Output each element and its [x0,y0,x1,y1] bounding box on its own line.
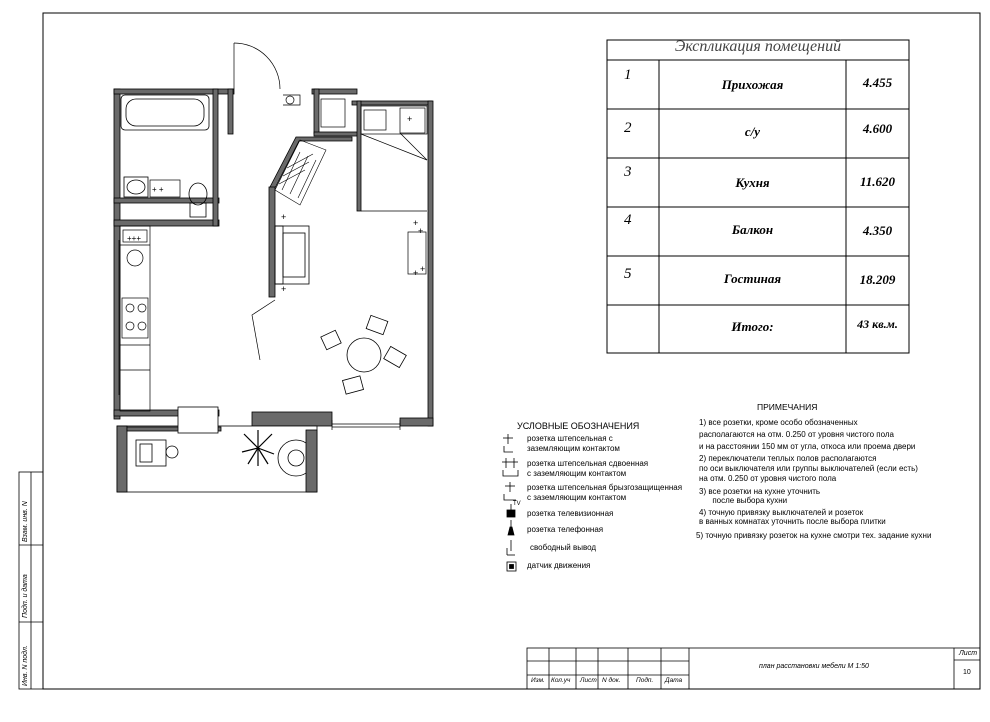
svg-text:+: + [281,212,287,222]
room-area: 11.620 [859,174,896,189]
kitchen-corner [361,106,427,211]
legend-title: УСЛОВНЫЕ ОБОЗНАЧЕНИЯ [517,421,640,431]
room-name: с/у [744,124,761,139]
outer-walls [114,89,433,426]
room-area: 18.209 [859,272,896,287]
dining-table [321,315,407,394]
floor-plan [114,43,433,492]
note-line: располагаются на отм. 0.250 от уровня чистого пола [699,430,894,439]
note-line: после выбора кухни [699,496,788,505]
total-label: Итого: [731,319,774,334]
stamp-header-list: Лист [580,677,597,684]
socket-grounded-icon [503,434,513,452]
stamp-header-data: Дата [665,677,683,684]
socket-splashproof-icon [504,482,516,500]
sheet-number: 10 [963,669,971,676]
room-name: Гостиная [723,271,782,286]
note-line: 1) все розетки, кроме особо обозначенных [699,418,858,427]
kitchen-counter [120,226,150,411]
sheet-label: Лист [959,650,978,657]
row-number: 3 [624,164,632,180]
motion-sensor-icon [507,562,516,571]
stamp-header-ndok: N док. [602,677,621,684]
row-number: 5 [624,266,632,282]
svg-text:+: + [413,268,419,278]
svg-text:+ +: + + [152,185,164,194]
note-line: и на расстоянии 150 мм от угла, откоса или проема двери [699,442,916,451]
note-line: 4) точную привязку выключателей и розеток [699,508,864,517]
phone-socket-icon [508,520,514,535]
note-line: 5) точную привязку розеток на кухне смотри тех. задание кухни [696,531,932,540]
side-stamp-label-2: Подп. и дата [22,574,29,618]
svg-text:+: + [413,218,419,228]
note-line: 3) все розетки на кухне уточнить [699,487,821,496]
legend-item: розетка штепсельная с заземляющим контактом [527,434,620,453]
svg-text:+: + [407,114,413,124]
row-number: 2 [624,120,632,136]
note-line: в ванных комнатах уточнить после выбора плитки [699,517,886,526]
legend-item: розетка телефонная [527,525,604,534]
room-name: Прихожая [721,77,784,92]
legend-item: свободный вывод [530,543,597,552]
sofa [275,226,309,284]
windows [119,240,400,430]
stamp-header-izm: Изм. [531,677,545,684]
stamp-header-koluch: Кол.уч [551,677,571,684]
legend-item: розетка штепсельная сдвоенная с заземляющим контактом [527,459,649,478]
legend-item: датчик движения [527,561,591,570]
room-area: 4.350 [862,223,893,238]
side-stamp-label-3: Инв. N подл. [22,645,29,686]
bathtub [121,95,209,130]
svg-text:+: + [420,264,426,274]
svg-text:+++: +++ [127,234,142,243]
sink [124,177,148,197]
room-name: Кухня [735,175,770,190]
svg-text:+: + [281,284,287,294]
note-line: по оси выключателя или группы выключателей (если есть) [699,464,918,473]
tv-mark: TV [513,501,521,507]
washing-machine [150,180,180,197]
note-line: 2) переключатели теплых полов располагаются [699,454,877,463]
explication-title: Экспликация помещений [674,38,842,55]
sheet-frame [43,13,980,689]
note-line: на отм. 0.250 от уровня чистого пола [699,474,837,483]
row-number: 1 [624,67,632,83]
room-area: 4.455 [862,75,893,90]
room-name: Балкон [731,222,774,237]
side-stamp-label-1: Взам. инв. N [22,501,29,542]
row-number: 4 [624,212,632,228]
svg-text:+: + [418,226,424,236]
stamp-header-podp: Подп. [636,677,654,684]
drawing-title: план расстановки мебели М 1:50 [759,663,869,670]
total-area: 43 кв.м. [857,317,898,331]
notes-title: ПРИМЕЧАНИЯ [757,402,818,412]
legend-item: розетка штепсельная брызгозащищенная с заземляющим контактом [527,483,683,502]
room-area: 4.600 [862,121,893,136]
free-outlet-icon [507,540,515,555]
socket-double-icon [502,458,518,476]
legend-item: розетка телевизионная [527,509,614,518]
